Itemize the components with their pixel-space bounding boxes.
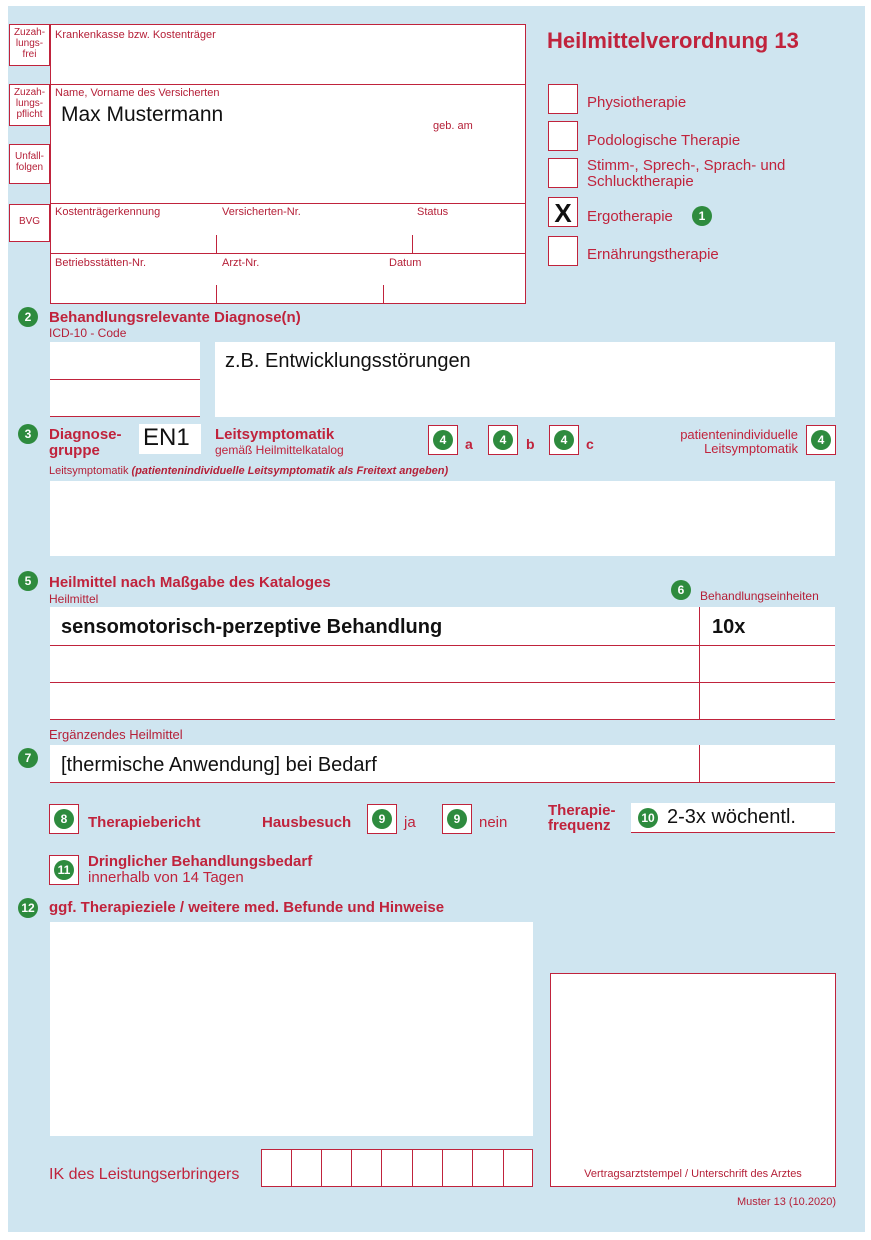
remedy-row-1-value[interactable]: sensomotorisch-perzeptive Behandlung xyxy=(61,616,443,638)
marker-4d: 4 xyxy=(811,430,831,450)
house-visit-no-checkbox[interactable] xyxy=(442,804,472,834)
insured-no-label: Versicherten-Nr. xyxy=(222,206,301,218)
remedies-sub: Heilmittel xyxy=(49,592,99,606)
insurer-label: Krankenkasse bzw. Kostenträger xyxy=(55,29,216,41)
marker-4a: 4 xyxy=(433,430,453,450)
ik-label: IK des Leistungserbringers xyxy=(49,1166,240,1183)
doctor-stamp-label: Vertragsarztstempel / Unterschrift des Arztes xyxy=(584,1168,802,1180)
leit-c-letter: c xyxy=(586,436,594,452)
urgent-label: Dringlicher Behandlungsbedarf xyxy=(88,853,313,870)
diag-group-label-1: Diagnose- xyxy=(49,426,122,443)
marker-4b: 4 xyxy=(493,430,513,450)
ik-field[interactable] xyxy=(261,1149,533,1187)
nutrition-therapy-checkbox[interactable] xyxy=(548,236,578,266)
marker-6: 6 xyxy=(671,580,691,600)
ergotherapy-label: Ergotherapie xyxy=(587,208,673,225)
status-label: Status xyxy=(417,206,449,218)
doctor-stamp-box[interactable] xyxy=(550,973,836,1187)
payer-id-label: Kostenträgerkennung xyxy=(55,206,161,218)
freetext-label-main: Leitsymptomatik xyxy=(49,465,129,477)
name-label: Name, Vorname des Versicherten xyxy=(55,87,220,99)
marker-9b: 9 xyxy=(447,809,467,829)
patient-name-value[interactable]: Max Mustermann xyxy=(61,103,224,126)
individual-leit-label-1: patientenindividuelle xyxy=(680,427,798,442)
urgent-checkbox[interactable] xyxy=(49,855,79,885)
marker-8: 8 xyxy=(54,809,74,829)
goals-field[interactable] xyxy=(50,922,533,1136)
marker-2: 2 xyxy=(18,307,38,327)
supplementary-value: [thermische Anwendung] bei Bedarf xyxy=(61,754,377,776)
date-label: Datum xyxy=(389,257,422,269)
remedies-heading: Heilmittel nach Maßgabe des Kataloges xyxy=(49,574,331,591)
freetext-field[interactable] xyxy=(50,481,835,556)
frequency-label-1: Therapie- xyxy=(548,802,616,819)
speech-therapy-checkbox[interactable] xyxy=(548,158,578,188)
individual-leit-checkbox[interactable] xyxy=(806,425,836,455)
side-label-bvg: BVG xyxy=(9,204,50,242)
side-label-copay-required: Zuzah- lungs- pflicht xyxy=(9,84,50,126)
goals-heading: ggf. Therapieziele / weitere med. Befunde und Hinweise xyxy=(49,899,445,916)
leit-b-letter: b xyxy=(526,436,535,452)
diag-group-value: EN1 xyxy=(143,424,190,451)
podology-checkbox[interactable] xyxy=(548,121,578,151)
diagnosis-heading: Behandlungsrelevante Diagnose(n) xyxy=(49,309,301,326)
marker-3: 3 xyxy=(18,424,38,444)
leit-sub: gemäß Heilmittelkatalog xyxy=(215,443,344,457)
speech-therapy-label: Stimm-, Sprech-, Sprach- und Schlucktherapie xyxy=(587,157,786,190)
leit-b-checkbox[interactable] xyxy=(488,425,518,455)
side-label-accident: Unfall- folgen xyxy=(9,144,50,184)
freetext-label xyxy=(49,465,448,477)
individual-leit-label-2: Leitsymptomatik xyxy=(704,441,798,456)
leit-a-letter: a xyxy=(465,436,473,452)
ergotherapy-checkbox[interactable]: X xyxy=(548,197,578,227)
freetext-hint: (patientenindividuelle Leitsymptomatik als Freitext angeben) xyxy=(131,465,449,477)
marker-1: 1 xyxy=(692,206,712,226)
marker-11: 11 xyxy=(54,860,74,880)
form-title: Heilmittelverordnung 13 xyxy=(547,28,799,53)
physiotherapy-label: Physiotherapie xyxy=(587,94,687,111)
dob-label: geb. am xyxy=(433,120,473,132)
diag-group-label-2: gruppe xyxy=(49,442,100,459)
site-no-label: Betriebsstätten-Nr. xyxy=(55,257,147,269)
house-visit-no-label: nein xyxy=(479,814,508,831)
house-visit-yes-label: ja xyxy=(404,814,416,831)
marker-5: 5 xyxy=(18,571,38,591)
urgent-sub: innerhalb von 14 Tagen xyxy=(88,869,244,886)
leit-a-checkbox[interactable] xyxy=(428,425,458,455)
units-label: Behandlungseinheiten xyxy=(700,589,819,603)
icd-label: ICD-10 - Code xyxy=(49,326,127,340)
marker-9a: 9 xyxy=(372,809,392,829)
podology-label: Podologische Therapie xyxy=(587,132,741,149)
therapy-report-checkbox[interactable] xyxy=(49,804,79,834)
frequency-value: 2-3x wöchentl. xyxy=(667,806,796,828)
doctor-no-label: Arzt-Nr. xyxy=(222,257,260,269)
leit-c-checkbox[interactable] xyxy=(549,425,579,455)
side-label-copay-free: Zuzah- lungs- frei xyxy=(9,24,50,66)
diagnosis-text-value: z.B. Entwicklungsstörungen xyxy=(225,350,471,372)
therapy-report-label: Therapiebericht xyxy=(88,814,201,831)
form-id: Muster 13 (10.2020) xyxy=(736,1196,836,1208)
house-visit-yes-checkbox[interactable] xyxy=(367,804,397,834)
physiotherapy-checkbox[interactable] xyxy=(548,84,578,114)
marker-10: 10 xyxy=(638,808,658,828)
marker-4c: 4 xyxy=(554,430,574,450)
house-visit-label: Hausbesuch xyxy=(262,814,352,831)
marker-12: 12 xyxy=(18,898,38,918)
frequency-label-2: frequenz xyxy=(548,817,611,834)
units-row-1-value[interactable]: 10x xyxy=(712,616,746,638)
marker-7: 7 xyxy=(18,748,38,768)
supplementary-label: Ergänzendes Heilmittel xyxy=(49,727,183,742)
nutrition-therapy-label: Ernährungstherapie xyxy=(587,246,719,263)
leit-heading: Leitsymptomatik xyxy=(215,426,335,443)
